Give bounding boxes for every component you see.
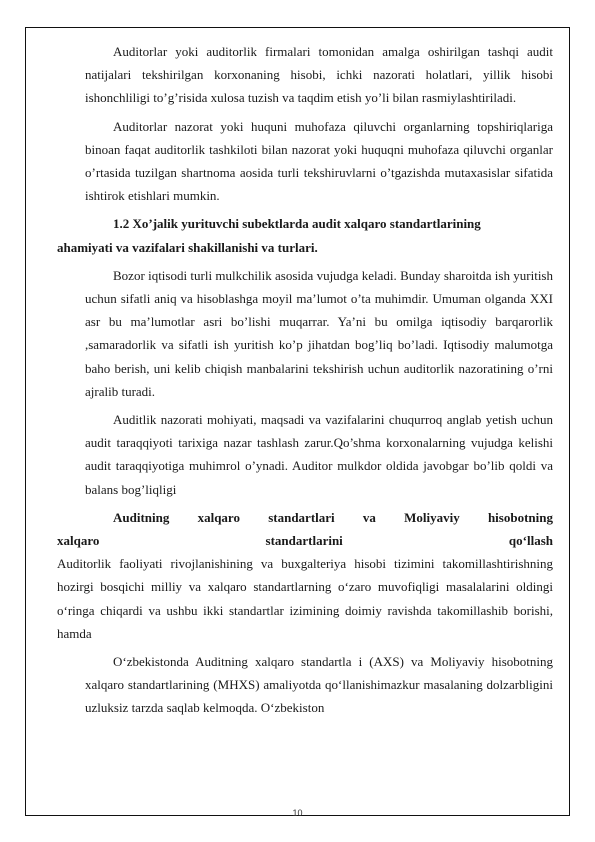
- paragraph-market-economy: Bozor iqtisodi turli mulkchilik asosida vujudga keladi. Bunday sharoitda ish yuritish uchun sifatli aniq va hisoblashga moyil ma’lumot o’ta muhimdir. Umuman olganda XXI asr bu ma’lumotlar asri bo’lishi muqarrar. Ya’ni bu omilga iqtisodiy barqarorlik ,samaradorlik va sifatli ish yuritish ko’p jihatdan bog’liq bo’ladi. Iqtisodiy malumotga baho berish, uni kelib chiqish manbalarini tekshirish uchun auditorlik nazoratining o’rni ajralib turadi.: [85, 267, 553, 399]
- document-body: [57, 40, 553, 725]
- paragraph-audit-history: Auditlik nazorati mohiyati, maqsadi va vazifalarini chuqurroq anglab yetish uchun audit taraqqiyoti tarixiga nazar tashlash zarur.Qo’shma korxonalarning vujudga kelishi audit taraqqiyotiga muhimrol o’ynadi. Auditor mulkdor oldida javobgar bo’lib qoldi va balans bog’liqligi: [85, 412, 553, 497]
- paragraph-audit-activity: Auditorlik faoliyati rivojlanishining va buxgalteriya hisobi tizimini takomillashtirishning hozirgi bosqichi milliy va xalqaro standartlarning o‘zaro muvofiqligi masalalarini oldingi o‘ringa chiqardi va ushbu ikki standartlar izimining doimiy ravishda takomillashib borishi, hamda: [57, 556, 553, 641]
- bold-title-line2: xalqaro standartlarini qo‘llash: [57, 533, 553, 549]
- section-heading-1-2: [57, 212, 553, 258]
- section-heading-line2: ahamiyati va vazifalari shakillanishi va turlari.: [57, 239, 318, 255]
- section-heading-line1: 1.2 Xo’jalik yurituvchi subektlarda audit xalqaro standartlarining: [113, 216, 481, 232]
- paragraph-external-audit: Auditorlar yoki auditorlik firmalari tomonidan amalga oshirilgan tashqi audit natijalari tekshirilgan korxonaning hisobi, ichki nazorati holatlari, yillik hisobi ishonchliligi to’g’risida xulosa tuzish va taqdim etish yo’li bilan rasmiylashtiriladi.: [85, 44, 553, 106]
- paragraph-auditors-role: Auditorlar nazorat yoki huquni muhofaza qiluvchi organlarning topshiriqlariga binoan faqat auditorlik tashkiloti bilan nazorat yoki huquqni muhofaza qiluvchi organlar o’rtasida tuzilgan shartnoma aosida turli tekshiruvlarni o’tgazishda mutaxasislar sifatida ishtirok etishlari mumkin.: [85, 118, 553, 204]
- paragraph-uzbekistan-standards: O‘zbekistonda Auditning xalqaro standartla i (AXS) va Moliyaviy hisobotning xalqaro standartlarining (MHXS) amaliyotda qo‘llanishimazkur masalaning dolzarbligini uzluksiz tarzda saqlab kelmoqda. O‘zbekiston: [85, 654, 553, 716]
- page-number: 10: [292, 808, 303, 818]
- bold-title-line1: Auditning xalqaro standartlari va Moliyaviy hisobotning: [113, 509, 553, 525]
